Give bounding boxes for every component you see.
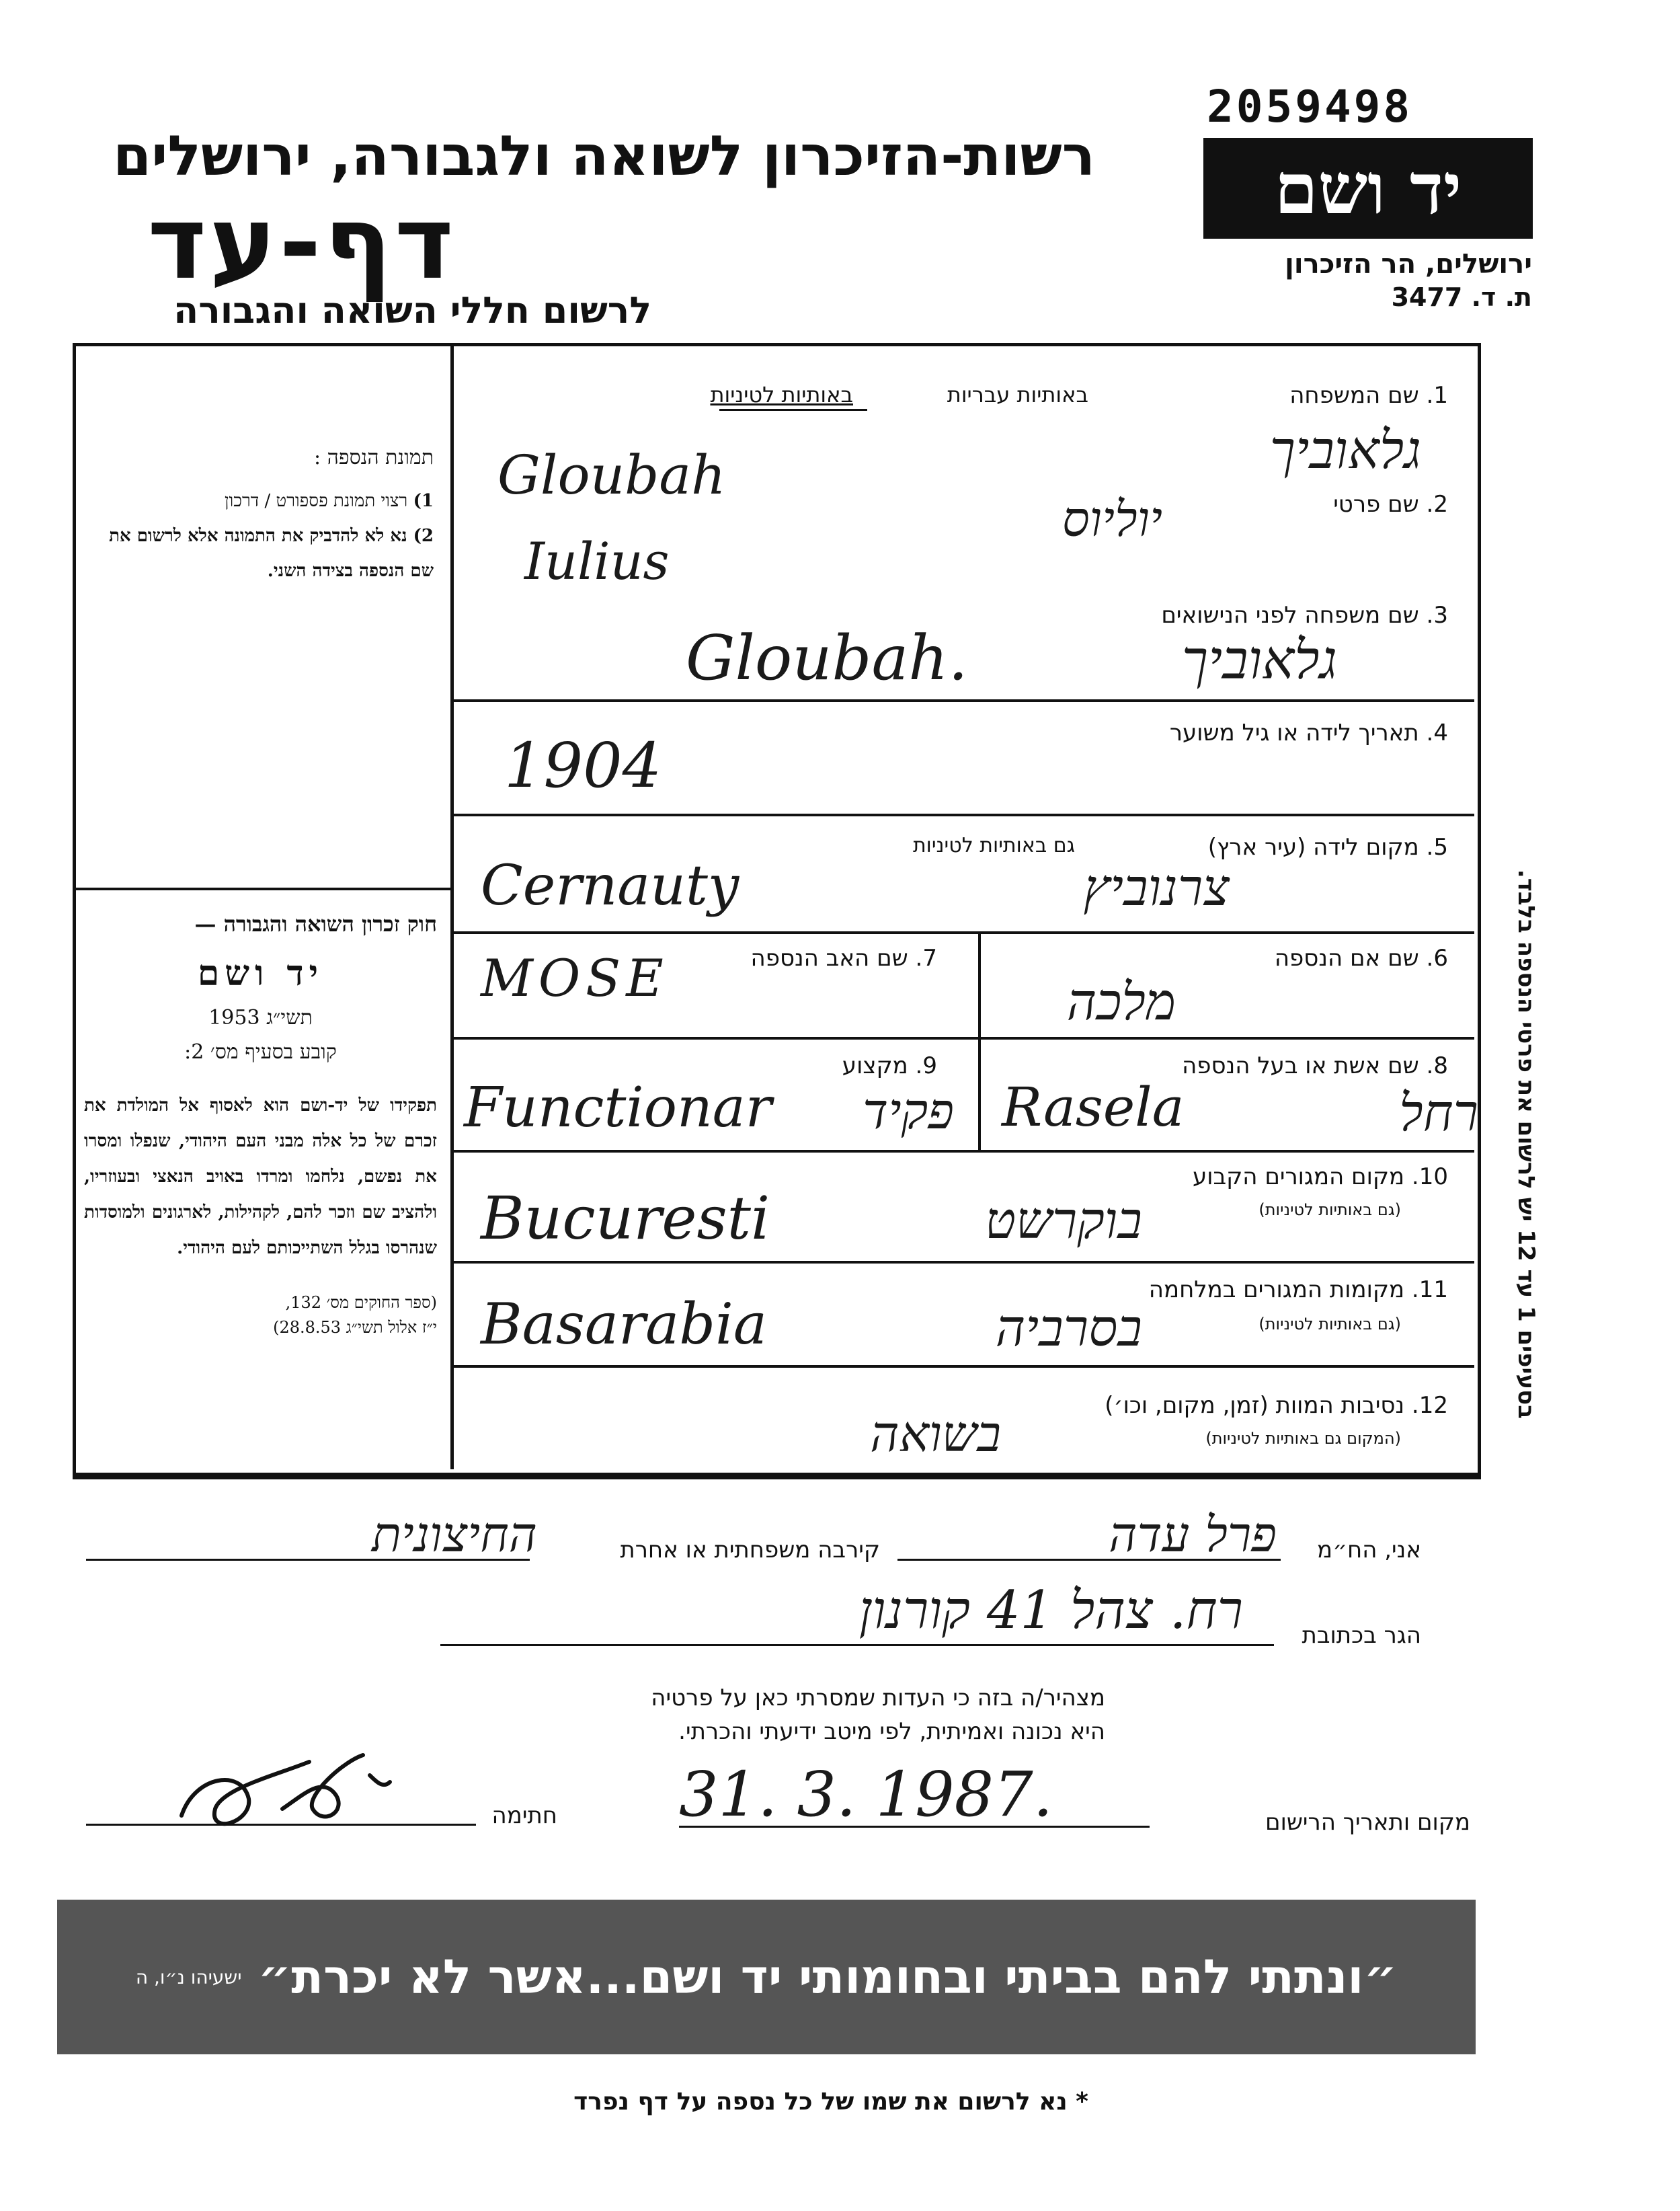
column-divider [978,1039,981,1150]
field-2-number: 2. [1426,491,1448,518]
row-separator [454,931,1474,934]
footer-text: נא לרשום את שמו של כל נספה על דף נפרד [573,2088,1068,2116]
document-number: 2059498 [1207,81,1413,132]
field-8-value-latin: Rasela [1002,1076,1185,1138]
form-title: דף-עד [147,185,456,302]
field-5-number: 5. [1426,834,1448,861]
place-date-label: מקום ותאריך הרישום [1265,1809,1470,1836]
field-12-text: נסיבות המוות (זמן, מקום, וכו׳) [1105,1392,1405,1419]
photo-panel-title: תמונת הנספה : [313,446,434,469]
field-6-label [1275,945,1448,972]
law-body: תפקידו של יד-ושם הוא לאסוף אל המולדת את זכרם של כל אלה מבני העם היהודי, שנפלו ומסרו את נפשם, נלחמו ומרדו באויב הנאצי ובעוזריו, ולהציב שם וזכר להם, לקהילות, לארגונים ולמוסדות שנהרסו בגלל השתייכותם לעם היהודי. [84,1095,437,1258]
field-6-number: 6. [1426,945,1448,972]
field-4-label [1170,720,1448,746]
field-1-value-latin: Gloubah [497,444,726,506]
field-10-value-hebrew: בוקרשט [985,1190,1142,1250]
field-9-text: מקצוע [842,1052,908,1079]
field-6-text: שם אם הנספה [1274,945,1419,972]
hebrew-letters-heading: באותיות עבריות [947,382,1088,408]
field-1-number: 1. [1426,382,1448,409]
row-separator [454,1261,1474,1264]
field-10-label [1193,1163,1448,1190]
po-box: ת. ד. 3477 [1391,282,1532,312]
row-separator [454,1365,1474,1368]
photo-panel [84,440,434,588]
field-4-text: תאריך לידה או גיל משוער [1169,720,1419,746]
field-8-value-hebrew: רחל [1399,1083,1478,1142]
field-5-label [1208,834,1448,861]
date-value: 31. 3. 1987. [679,1758,1053,1830]
banner-source: ישעיהו נ״ו, ה [135,1966,242,1988]
row-separator [454,699,1474,702]
footer-star: * [1076,2088,1088,2116]
row-separator [454,814,1474,816]
field-9-label [842,1052,937,1079]
address-line [440,1644,1274,1646]
field-6-value: מלכה [1066,972,1176,1032]
photo-item-2-number: 2) [413,526,434,546]
relation-label: קירבה משפחתית או אחרת [620,1537,880,1563]
declaration-i-value: פרל עדה [1109,1506,1277,1563]
field-2-label [1333,491,1448,518]
law-year: תשי״ג 1953 [208,1006,313,1030]
law-name: יד ושם [197,953,324,994]
logo-address: ירושלים, הר הזיכרון [1285,249,1532,280]
field-7-label [751,945,937,972]
field-10-note: (גם באותיות לטיניות) [1258,1200,1401,1219]
field-3-number: 3. [1426,602,1448,629]
column-divider [978,931,981,1037]
field-3-text: שם משפחה לפני הנישואים [1161,602,1419,629]
field-10-text: מקום המגורים הקבוע [1192,1163,1405,1190]
field-4-number: 4. [1426,720,1448,746]
field-10-value-latin: Bucuresti [481,1184,770,1253]
field-11-text: מקומות המגורים במלחמה [1148,1276,1405,1303]
field-5-latin-note: גם באותיות לטיניות [912,834,1075,857]
field-1-value-hebrew: גלאוביך [1269,420,1421,481]
field-12-value: בשואה [870,1405,1001,1463]
field-9-number: 9. [915,1052,937,1079]
photo-item-1 [84,483,434,518]
signature [168,1735,410,1849]
footer-note [573,2088,1088,2116]
statement-line-2: היא נכונה ואמיתית, לפי מיטב ידיעתי והכרתי. [678,1718,1105,1745]
declaration-i-label: אני, הח״מ [1317,1537,1421,1563]
authority-title: רשות-הזיכרון לשואה ולגבורה, ירושלים [113,124,1095,188]
field-3-value-latin: Gloubah. [686,622,968,694]
statement-line-1: מצהיר/ה בזה כי העדות שמסרתי כאן על פרטיה [651,1684,1105,1711]
side-note: בסעיפים 1 עד 12 יש לרשום את פרטי הנספה בלבד. [1513,869,1539,1419]
field-2-value-hebrew: יוליוס [1062,491,1162,547]
field-7-value: MOSE [481,948,669,1008]
field-3-value-hebrew: גלאוביך [1181,629,1337,691]
photo-item-1-text: רצוי תמונת פספורט / דרכון [224,491,408,511]
field-5-value-hebrew: צרנוביץ [1083,857,1230,917]
field-1-label [1289,382,1448,409]
address-label: הגר בכתובת [1302,1622,1421,1649]
row-separator [454,1037,1474,1040]
field-8-label [1182,1052,1448,1079]
form-subtitle: לרשום חללי השואה והגבורה [173,289,651,332]
declaration-separator [73,1473,1478,1476]
field-2-value-latin: Iulius [524,531,670,591]
field-5-text: מקום לידה (עיר ארץ) [1207,834,1419,861]
address-value: רח. צהל 41 קורנון [858,1580,1243,1641]
field-2-text: שם פרטי [1333,491,1419,518]
field-12-number: 12. [1411,1392,1448,1419]
quote-banner [57,1900,1476,2054]
field-10-number: 10. [1411,1163,1448,1190]
left-column-divider [450,346,454,1469]
field-11-label [1149,1276,1448,1303]
law-source: (ספר החוקים מס׳ 132, [285,1293,437,1312]
yad-vashem-logo: יד ושם [1203,138,1533,239]
field-7-number: 7. [915,945,937,972]
field-9-value-hebrew: פקיד [863,1083,954,1140]
field-11-number: 11. [1411,1276,1448,1303]
row-separator [454,1150,1474,1153]
field-11-note: (גם באותיות לטיניות) [1258,1315,1401,1333]
photo-item-1-number: 1) [413,491,434,511]
field-9-value-latin: Functionar [464,1076,772,1140]
left-panel-divider [76,888,450,890]
field-12-label [1105,1392,1448,1419]
field-7-text: שם האב הנספה [750,945,908,972]
field-8-number: 8. [1426,1052,1448,1079]
banner-quote: ״ונתתי להם בביתי ובחומותי יד ושם...אשר לא יכרת״ [257,1949,1398,2005]
field-12-note: (המקום גם באותיות לטיניות) [1205,1429,1401,1448]
field-11-value-hebrew: בסרביה [995,1298,1142,1358]
signature-label: חתימה [491,1802,557,1829]
law-date: י״ז אלול תשי״ג 28.8.53) [273,1318,437,1337]
law-title: חוק זכרון השואה והגבורה — [194,911,437,937]
heading-underline [719,409,867,411]
field-4-value: 1904 [504,730,662,802]
field-8-text: שם אשת או בעל הנספה [1182,1052,1419,1079]
field-11-value-latin: Basarabia [481,1291,767,1357]
field-1-text: שם המשפחה [1289,382,1419,409]
law-clause: קובע בסעיף מס׳ 2: [184,1040,337,1064]
field-3-label [1161,602,1448,629]
law-panel [84,911,437,1337]
photo-item-2 [84,518,434,588]
latin-letters-heading: באותיות לטיניות [710,382,853,408]
photo-item-2-text: נא לא להדביק את התמונה אלא לרשום את שם הנספה בצידה השני. [109,526,434,581]
field-5-value-latin: Cernauty [481,854,739,918]
relation-value: החיצונית [371,1506,537,1563]
